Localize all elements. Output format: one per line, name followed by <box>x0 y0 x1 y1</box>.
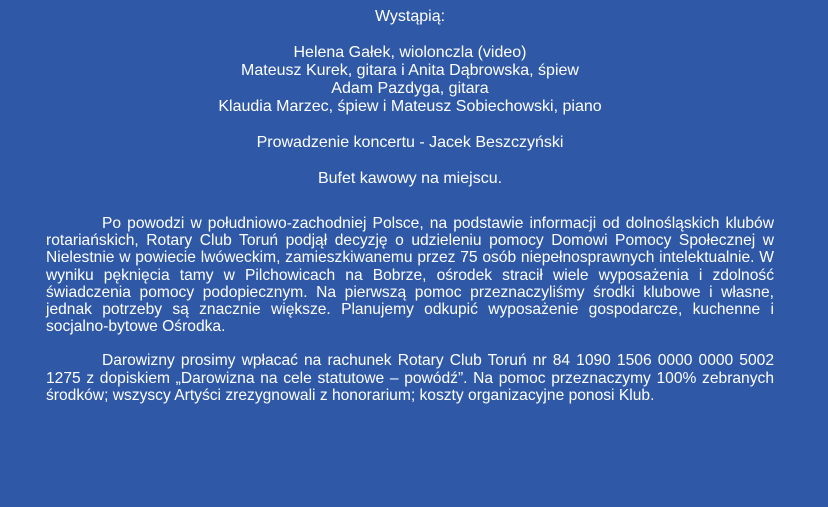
performer-line: Klaudia Marzec, śpiew i Mateusz Sobiechowski, piano <box>218 98 602 115</box>
flood-aid-paragraph: Po powodzi w południowo-zachodniej Polsce, na podstawie informacji od dolnośląskich klubów rotariańskich, Rotary Club Toruń podjął decyzję o udzieleniu pomocy Domowi Pomocy Społecznej w Nielestnie w powiecie lwóweckim, zamieszkiwanemu przez 75 osób niepełnosprawnych intelektualnie. W wyniku pęknięcia tamy w Pilchowicach na Bobrze, ośrodek stracił wiele wyposażenia i zdolność świadczenia pomocy podopiecznym. Na pierwszą pomoc przeznaczyliśmy środki klubowe i własne, jednak potrzeby są znacznie większe. Planujemy odkupić wyposażenie gospodarcze, kuchenne i socjalno-bytowe Ośrodka. <box>46 215 774 336</box>
buffet-line: Bufet kawowy na miejscu. <box>317 170 503 187</box>
donation-paragraph: Darowizny prosimy wpłacać na rachunek Rotary Club Toruń nr 84 1090 1506 0000 0000 5002 1275 z dopiskiem „Darowizna na cele statutowe – powódź”. Na pomoc przeznaczymy 100% zebranych środków; wszyscy Artyści zrezygnowali z honorarium; koszty organizacyjne ponosi Klub. <box>46 352 774 404</box>
performer-line: Adam Pazdyga, gitara <box>331 80 489 97</box>
performer-line: Mateusz Kurek, gitara i Anita Dąbrowska, śpiew <box>241 62 579 79</box>
performers-list <box>46 44 774 116</box>
host-line: Prowadzenie koncertu - Jacek Beszczyński <box>256 134 564 151</box>
performer-line: Helena Gałek, wiolonczla (video) <box>293 44 527 61</box>
performers-heading: Wystąpią: <box>374 8 446 25</box>
